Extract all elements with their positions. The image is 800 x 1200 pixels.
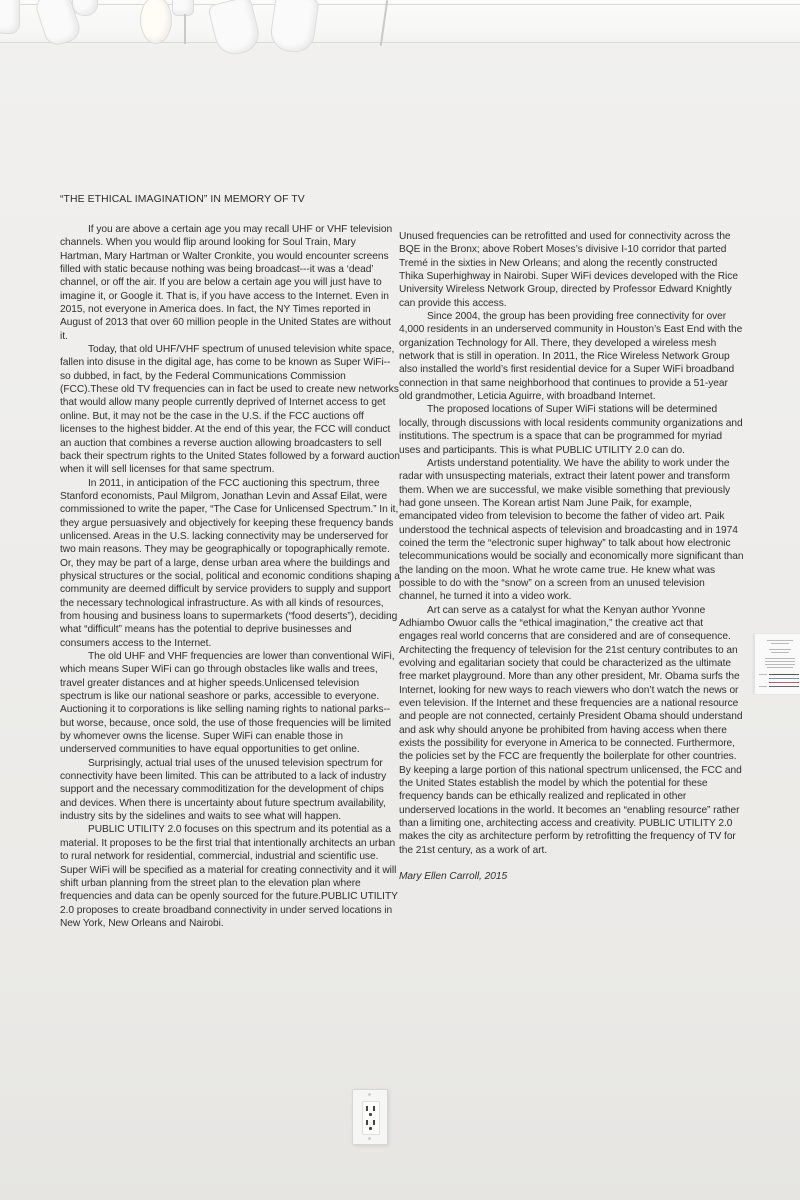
placard-text-line (765, 664, 795, 665)
outlet-slot (373, 1106, 375, 1111)
screw-icon (368, 1137, 371, 1140)
placard-text-line (765, 661, 795, 662)
placard-text-line (771, 643, 789, 644)
outlet-ground (369, 1127, 372, 1130)
left-text-column (60, 223, 400, 930)
paragraph: Artists understand potentiality. We have the ability to work under the radar with unsuspecting materials, extract their latent power and transform them. When we are successful, we make visible something that previously had gone unseen. The Korean artist Nam June Paik, for example, emancipated video from television to become the father of video art. Paik understood the technical aspects of television and broadcasting and in 1974 coined the term the “electronic super highway” to talk about how electronic telecommunications would be socially and economically more significant than the landing on the moon. What he wrote came true. He knew what was possible to do with the “snow” on a screen from an unused television channel, he turned it into a video work. (399, 457, 744, 603)
ceiling-track (0, 4, 800, 5)
track-stem (184, 14, 186, 44)
outlet-face (362, 1101, 380, 1135)
right-text-column (399, 230, 744, 884)
placard-text-line (769, 682, 799, 683)
placard-text-line (771, 652, 789, 653)
outlet-slot (366, 1120, 368, 1125)
paragraph: Unused frequencies can be retrofitted and used for connectivity across the BQE in the Bronx; above Robert Moses’s divisive I-10 corridor that parted Tremé in the sixties in New Orleans; and along the recently constructed Thika Superhighway in Nairobi. Super WiFi devices developed with the Rice University Wireless Network Group, directed by Professor Edward Knightly can provide this access. (399, 231, 738, 309)
outlet-slot (366, 1106, 368, 1111)
placard-text-line (765, 658, 795, 659)
placard-text-line (759, 674, 767, 675)
paragraph: The proposed locations of Super WiFi stations will be determined locally, through discussions with local residents community organizations and institutions. The spectrum is a space that can be programmed for myriad uses and participants. This is what PUBLIC UTILITY 2.0 can do. (399, 404, 743, 456)
paragraph: Today, that old UHF/VHF spectrum of unused television white space, fallen into disuse in the digital age, has come to be known as Super WiFi--so dubbed, in fact, by the Federal Communications Commission (FCC).These old TV frequencies can in fact be used to create new networks that would allow many people currently deprived of Internet access to get online. But, it may not be the case in the U.S. if the FCC auctions off licenses to the highest bidder. At the end of this year, the FCC will conduct an auction that combines a reverse auction allowing broadcasters to sell back their spectrum rights to the United States followed by a forward auction when it will sell licenses for that same spectrum. (60, 344, 400, 476)
outlet-slot (373, 1120, 375, 1125)
paragraph: Surprisingly, actual trial uses of the unused television spectrum for connectivity have been limited. This can be attributed to a lack of industry support and the necessary commoditization for the development of chips and devices. When there is uncertainty about future spectrum availability, industry sits by the sidelines and waits to see what will happen. (60, 757, 387, 823)
placard-text-line (759, 686, 767, 687)
document-title: “THE ETHICAL IMAGINATION” IN MEMORY OF TV (60, 194, 305, 205)
track-light-icon (72, 0, 98, 16)
wall-placard (753, 634, 800, 694)
track-light-icon (0, 0, 20, 34)
placard-text-line (769, 674, 799, 675)
outlet-ground (369, 1113, 372, 1116)
placard-text-line (769, 686, 799, 687)
paragraph: In 2011, in anticipation of the FCC auctioning this spectrum, three Stanford economists, Paul Milgrom, Jonathan Levin and Assaf Eilat, were commissioned to write the paper, “The Case for Unlicensed Spectrum.” In it, they argue persuasively and objectively for keeping these frequency bands unlicensed. Areas in the U.S. lacking connectivity may be underserved for two main reasons. They may be geographically or topographically remote. Or, they may be part of a large, dense urban area where the buildings and physical structures or the social, political and economic conditions shaping a community are deemed difficult by service providers to supply and support the necessary technological infrastructure. As with all kinds of resources, from housing and business loans to supermarkets (“food deserts”), deciding what “difficult” means has the potential to deprive businesses and consumers access to the Internet. (60, 477, 400, 649)
track-light-icon (172, 0, 194, 16)
ceiling-track (0, 42, 800, 43)
gallery-ceiling (0, 0, 800, 50)
track-light-icon (207, 0, 263, 59)
track-stem (380, 0, 388, 46)
track-light-icon (140, 0, 172, 44)
screw-icon (368, 1093, 371, 1096)
placard-text-line (767, 667, 793, 668)
author-signature: Mary Ellen Carroll, 2015 (399, 871, 508, 883)
paragraph: Since 2004, the group has been providing free connectivity for over 4,000 residents in an underserved community in Houston’s East End with the organization Technology for All. There, they developed a wireless mesh network that is still in operation. In 2011, the Rice Wireless Network Group also installed the world’s first residential device for a Super WiFi broadband connection in that same neighborhood that continues to provide a 51-year old grandmother, Leticia Aguirre, with broadband Internet. (399, 311, 743, 403)
paragraph: The old UHF and VHF frequencies are lower than conventional WiFi, which means Super WiFi can go through obstacles like walls and trees, travel greater distances and at higher speeds.Unlicensed television spectrum is like our national seashore or parks, accessible to everyone. Auctioning it to corporations is like selling naming rights to national parks-- but worse, because, once sold, the use of those frequencies will be limited by whomever owns the license. Super WiFi can enable those in underserved communities to have equal opportunities to get online. (60, 651, 395, 756)
track-light-icon (268, 0, 319, 55)
placard-text-line (767, 640, 793, 641)
placard-text-line (769, 649, 791, 650)
paragraph: If you are above a certain age you may recall UHF or VHF television channels. When you would flip around looking for Soul Train, Mary Hartman, Mary Hartman or Walter Cronkite, you would encounter screens filled with static because nothing was being broadcast---it was a ‘dead’ channel, or off the air. If you are below a certain age you will just have to imagine it, or Google it. That is, if you have access to the Internet. Even in 2015, not everyone in America does. In fact, the NY Times reported in August of 2013 that over 60 million people in the United States are without it. (60, 224, 393, 342)
electrical-outlet-icon (352, 1089, 388, 1145)
placard-text-line (769, 678, 799, 679)
paragraph: PUBLIC UTILITY 2.0 focuses on this spectrum and its potential as a material. It proposes to be the first trial that intentionally architects an urban to rural network for residential, commercial, industrial and scientific use. Super WiFi will be specified as a material for creating connectivity and it will shift urban planning from the street plan to the elevation plan where frequencies and data can be openly sourced for the future.PUBLIC UTILITY 2.0 proposes to create broadband connectivity in under served locations in New York, New Orleans and Nairobi. (60, 824, 398, 929)
paragraph: Art can serve as a catalyst for what the Kenyan author Yvonne Adhiambo Owuor calls the “ethical imagination,” the creative act that engages real world concerns that are considered and are of consequence. Architecting the frequency of television for the 21st century contributes to an evolving and egalitarian society that could be characterized as the ultimate free market playground. More than any other president, Mr. Obama surfs the Internet, looking for new ways to reach viewers who don’t watch the news or even television. If the Internet and these frequencies are a national resource and people are not connected, certainly President Obama should understand and ask why should anyone be prohibited from having access when there exists the possibility for everyone in America to be connected. Furthermore, the policies set by the FCC are frequently the boilerplate for other countries. By keeping a large portion of this national spectrum unlicensed, the FCC and the United States establish the model by which the potential for these frequency bands can be ethically realized and replicated in other underserved locations in the world. It becomes an “enabling resource” rather than a limiting one, architecting access and creativity. PUBLIC UTILITY 2.0 makes the city as architecture perform by retrofitting the frequency of TV for the 21st century, as a work of art. (399, 604, 743, 856)
